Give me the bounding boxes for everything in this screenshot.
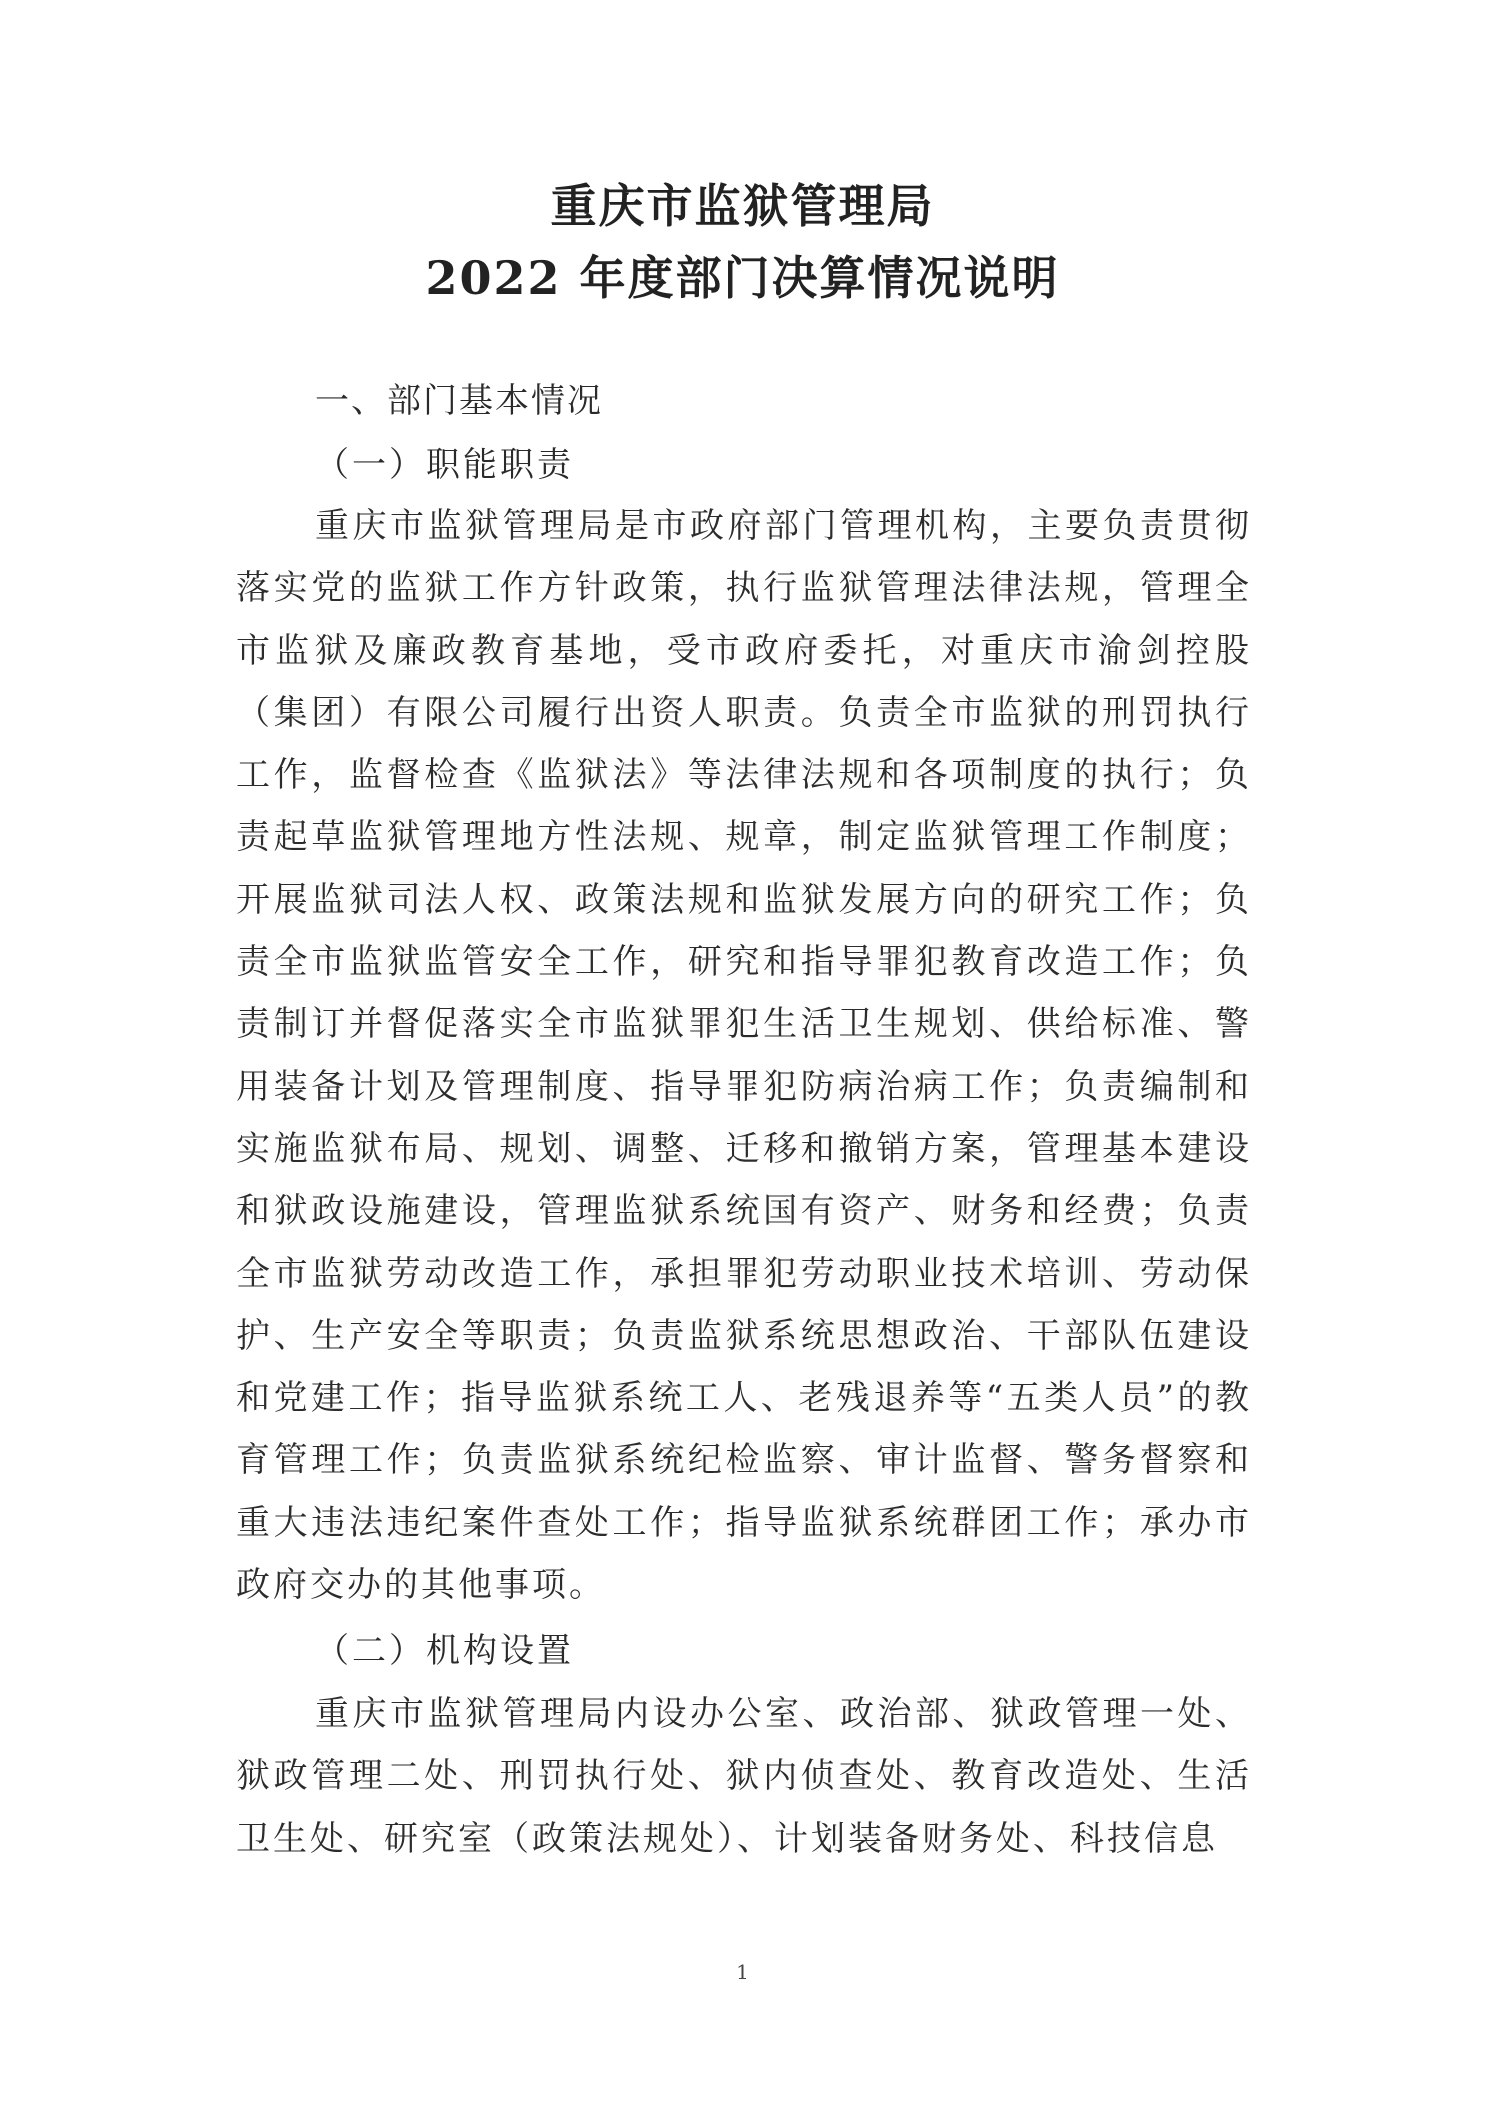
document-title-line-1: 重庆市监狱管理局 (550, 179, 935, 233)
subsection-heading-organization: （二）机构设置 (315, 1631, 574, 1671)
document-title-line-2: 2022 年度部门决算情况说明 (425, 251, 1060, 305)
organization-paragraph: 重庆市监狱管理局内设办公室、政治部、狱政管理一处、狱政管理二处、刑罚执行处、狱内侦查处、教育改造处、生活卫生处、研究室（政策法规处）、计划装备财务处、科技信息 (236, 1694, 1252, 1859)
page-number: 1 (736, 1960, 749, 1984)
subsection-heading-functions: （一）职能职责 (315, 445, 574, 485)
functions-paragraph: 重庆市监狱管理局是市政府部门管理机构，主要负责贯彻落实党的监狱工作方针政策，执行监狱管理法律法规，管理全市监狱及廉政教育基地，受市政府委托，对重庆市渝剑控股（集团）有限公司履行出资人职责。负责全市监狱的刑罚执行工作，监督检查《监狱法》等法律法规和各项制度的执行；负责起草监狱管理地方性法规、规章，制定监狱管理工作制度；开展监狱司法人权、政策法规和监狱发展方向的研究工作；负责全市监狱监管安全工作，研究和指导罪犯教育改造工作；负责制订并督促落实全市监狱罪犯生活卫生规划、供给标准、警用装备计划及管理制度、指导罪犯防病治病工作；负责编制和实施监狱布局、规划、调整、迁移和撤销方案，管理基本建设和狱政设施建设，管理监狱系统国有资产、财务和经费；负责全市监狱劳动改造工作，承担罪犯劳动职业技术培训、劳动保护、生产安全等职责；负责监狱系统思想政治、干部队伍建设和党建工作；指导监狱系统工人、老残退养等“五类人员”的教育管理工作；负责监狱系统纪检监察、审计监督、警务督察和重大违法违纪案件查处工作；指导监狱系统群团工作；承办市政府交办的其他事项。 (236, 506, 1252, 1606)
section-heading-department-overview: 一、部门基本情况 (315, 381, 603, 421)
